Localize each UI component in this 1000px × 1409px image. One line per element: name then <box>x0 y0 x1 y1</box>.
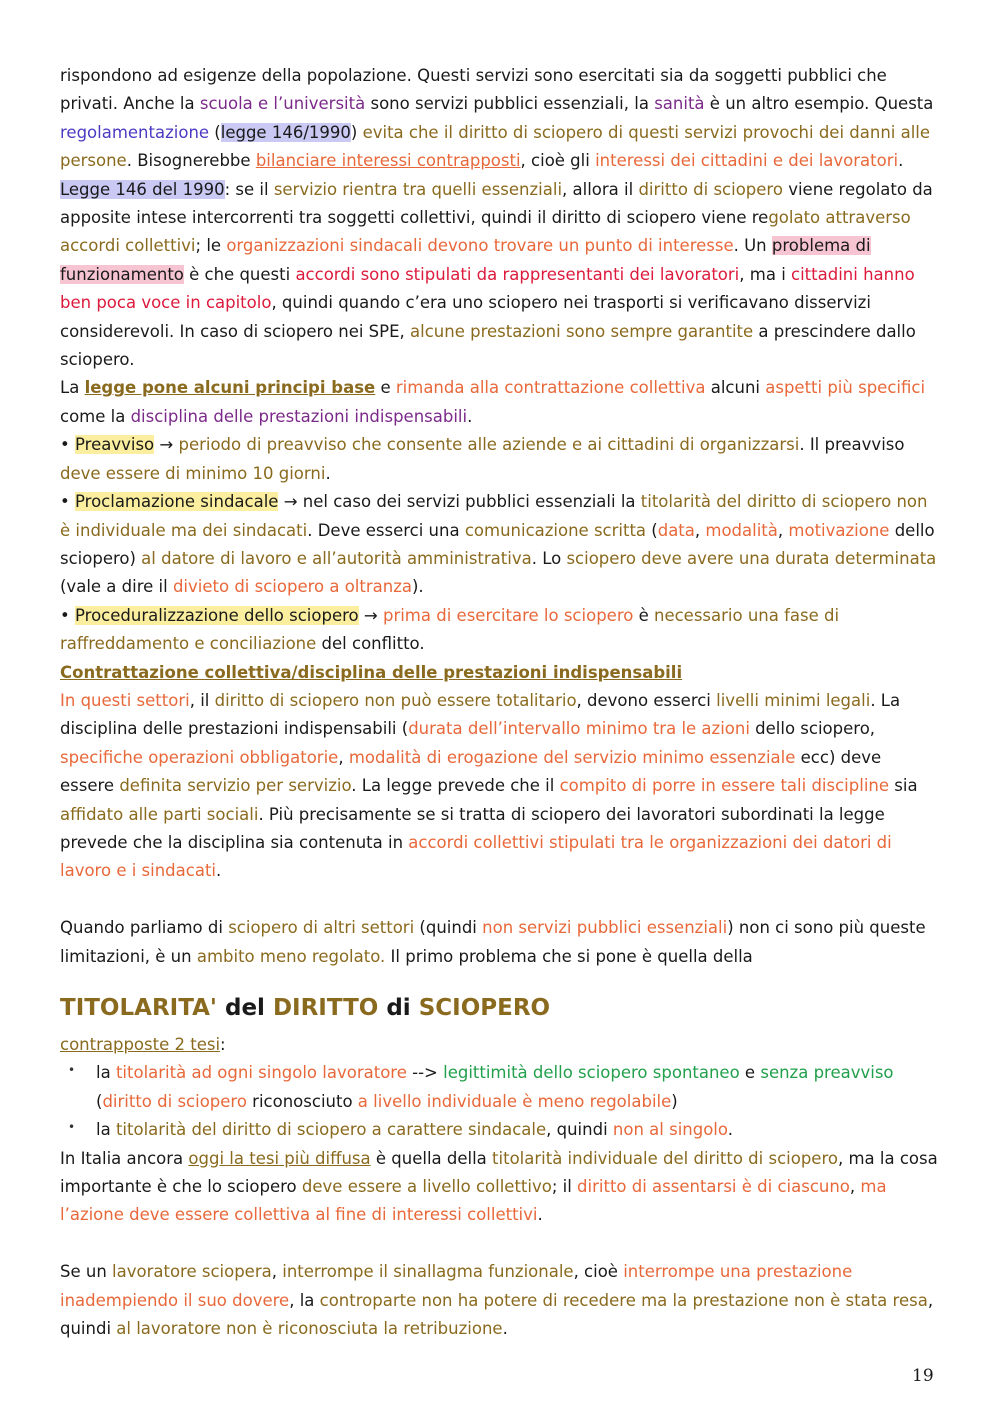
text: (quindi <box>414 918 483 938</box>
blank-line <box>60 886 940 914</box>
list-item <box>96 1116 940 1144</box>
text: ( <box>646 520 658 540</box>
text: periodo di preavviso che consente alle aziende e ai cittadini di organizzarsi <box>178 435 800 455</box>
bullet-proclamazione <box>60 488 940 602</box>
text: , quindi <box>60 1290 934 1339</box>
text: deve essere a livello collettivo <box>301 1177 552 1197</box>
underlined-text: oggi la tesi più diffusa <box>188 1148 371 1168</box>
text: Quando parliamo di <box>60 918 229 938</box>
text: diritto di sciopero <box>102 1091 247 1111</box>
text: è quella della <box>370 1148 493 1168</box>
text: definita servizio per servizio <box>119 776 352 796</box>
text: La <box>60 378 85 398</box>
text: , cioè gli <box>520 151 596 171</box>
text: a livello individuale è meno regolabile <box>357 1091 672 1111</box>
page-number: 19 <box>912 1366 934 1386</box>
paragraph-essential-services <box>60 62 940 176</box>
text: : <box>220 1034 226 1054</box>
text: In questi settori <box>60 690 190 710</box>
text: , cioè <box>573 1262 624 1282</box>
text: data <box>657 520 695 540</box>
text: al datore di lavoro e all’autorità amministrativa <box>141 548 532 568</box>
text: . Il preavviso <box>799 435 905 455</box>
text: , <box>694 520 706 540</box>
page-title <box>60 991 940 1025</box>
text: disciplina delle prestazioni indispensabili <box>130 406 468 426</box>
text: rispondono ad esigenze della popolazione. Questi servizi sono esercitati sia da soggetti pubblici che privati. Anche la <box>60 66 887 114</box>
text: necessario una fase di raffreddamento e conciliazione <box>60 605 840 654</box>
paragraph-law-principles <box>60 374 940 431</box>
text: sono servizi pubblici essenziali, la <box>365 94 655 114</box>
text: , la <box>289 1290 320 1310</box>
highlighted-text: Preavviso <box>74 435 155 455</box>
paragraph-two-theses <box>60 1031 940 1059</box>
text: . <box>467 406 473 426</box>
text: è <box>633 605 654 625</box>
text: viene regolato da apposite intese intercorrenti tra soggetti collettivi, quindi il diritto di sciopero viene re <box>60 179 933 228</box>
text: In Italia ancora <box>60 1148 189 1168</box>
text: del conflitto. <box>316 634 425 654</box>
arrow: → <box>154 435 179 455</box>
text: sanità <box>654 94 705 114</box>
text: , <box>338 747 349 767</box>
text: la <box>96 1120 116 1140</box>
text: , quindi <box>546 1120 613 1140</box>
text: non al singolo <box>612 1120 728 1140</box>
text: motivazione <box>788 520 890 540</box>
text: sciopero deve avere una durata determinata <box>566 548 937 568</box>
text: ) non ci sono più queste limitazioni, è un <box>60 918 926 966</box>
text: , <box>777 520 789 540</box>
underlined-text: contrapposte 2 tesi <box>60 1034 221 1054</box>
paragraph-law-146 <box>60 176 940 375</box>
text: interrompe il sinallagma funzionale <box>282 1262 574 1282</box>
bullet-proceduralizzazione <box>60 602 940 659</box>
text: interessi dei cittadini e dei lavoratori <box>595 151 899 171</box>
text: rimanda alla contrattazione collettiva <box>395 378 706 398</box>
text: . Deve esserci una <box>307 520 465 540</box>
text: , ma i <box>739 264 792 284</box>
blank-line <box>60 1230 940 1258</box>
text: deve essere di minimo 10 giorni <box>60 463 326 483</box>
text: come la <box>60 406 131 426</box>
text: , ma la cosa importante è che lo sciopero <box>60 1148 938 1197</box>
text: ) <box>350 122 363 142</box>
text: è un altro esempio. Questa <box>704 94 934 114</box>
text: dello sciopero, <box>749 719 876 739</box>
highlighted-text: legge 146/1990 <box>220 122 351 142</box>
paragraph-sinallagma <box>60 1258 940 1343</box>
section-heading: Contrattazione collettiva/disciplina delle prestazioni indispensabili <box>60 662 683 682</box>
text: ( <box>209 122 221 142</box>
bullet: • <box>60 435 75 455</box>
text: è che questi <box>183 264 296 284</box>
text: servizio rientra tra quelli essenziali <box>273 179 563 199</box>
text: e <box>375 378 396 398</box>
text: affidato alle parti sociali <box>60 804 259 824</box>
text: legittimità dello sciopero spontaneo <box>443 1063 740 1083</box>
text: , devono esserci <box>576 690 717 710</box>
text: Se un <box>60 1262 113 1282</box>
bullet: • <box>60 605 75 625</box>
title-word: DIRITTO <box>272 994 379 1021</box>
text: alcuni <box>705 378 766 398</box>
bold-underlined-text: legge pone alcuni principi base <box>84 378 376 398</box>
text: , il <box>189 690 215 710</box>
text: ; il <box>551 1177 578 1197</box>
text: titolarità individuale del diritto di sciopero <box>492 1148 838 1168</box>
text: a prescindere dallo sciopero. <box>60 321 916 370</box>
text: titolarità del diritto di sciopero non è individuale ma dei sindacati <box>60 492 928 540</box>
text: organizzazioni sindacali devono trovare un punto di interesse <box>226 236 734 256</box>
text: interrompe una prestazione inadempiendo il suo dovere <box>60 1262 853 1310</box>
paragraph-contrattazione <box>60 687 940 886</box>
text: . Un <box>733 236 772 256</box>
text: diritto di assentarsi è di ciascuno <box>577 1177 850 1197</box>
text: modalità di erogazione del servizio minimo essenziale <box>348 747 796 767</box>
text: compito di porre in essere tali discipline <box>559 776 890 796</box>
text: accordi collettivi stipulati tra le organizzazioni dei datori di lavoro e i sindacati <box>60 832 892 881</box>
list-item <box>96 1059 940 1116</box>
text: e <box>739 1063 761 1083</box>
text: . <box>537 1205 543 1225</box>
text: ecc) deve essere <box>60 747 882 796</box>
paragraph-other-sectors <box>60 914 940 971</box>
text: . La legge prevede che il <box>351 776 560 796</box>
text: . Bisognerebbe <box>126 151 256 171</box>
text: , <box>271 1262 283 1282</box>
text: non servizi pubblici essenziali <box>482 918 728 938</box>
text: --> <box>406 1063 444 1083</box>
text: evita che il diritto di sciopero di questi servizi provochi dei danni alle persone <box>60 122 931 171</box>
text: , quindi quando c’era uno sciopero nei trasporti si verificavano disservizi considerevoli. In caso di sciopero nei SPE, <box>60 293 871 341</box>
text: lavoratore sciopera <box>112 1262 272 1282</box>
text: al lavoratore non è riconosciuta la retribuzione <box>116 1319 503 1339</box>
text: ( <box>96 1091 103 1111</box>
text: ambito meno regolato. <box>196 946 386 966</box>
text: . <box>325 463 331 483</box>
underlined-text: bilanciare interessi contrapposti <box>255 151 521 171</box>
text: ma l’azione deve essere collettiva al fine di interessi collettivi <box>60 1177 887 1225</box>
highlighted-text: Proclamazione sindacale <box>74 492 279 512</box>
text: . <box>727 1120 733 1140</box>
text: riconosciuto <box>246 1091 358 1111</box>
text: , allora il <box>562 179 639 199</box>
text: sia <box>889 776 918 796</box>
text: aspetti più specifici <box>765 378 926 398</box>
highlighted-text: Proceduralizzazione dello sciopero <box>74 605 359 625</box>
text: , <box>849 1177 861 1197</box>
text: . La disciplina delle prestazioni indispensabili ( <box>60 690 901 739</box>
title-word: TITOLARITA' <box>60 994 217 1021</box>
text: ) <box>671 1091 678 1111</box>
text: scuola e l’università <box>199 94 366 114</box>
bullet-preavviso <box>60 431 940 488</box>
text: senza preavviso <box>760 1063 894 1083</box>
text: la <box>96 1063 116 1083</box>
text: prima di esercitare lo sciopero <box>382 605 634 625</box>
text: . <box>502 1319 508 1339</box>
text: titolarità del diritto di sciopero a carattere sindacale <box>115 1120 547 1140</box>
text: durata dell’intervallo minimo tra le azioni <box>408 719 750 739</box>
text: modalità <box>705 520 778 540</box>
page-content <box>60 62 940 1343</box>
text: . <box>898 151 904 171</box>
text: . Più precisamente se si tratta di sciopero dei lavoratori subordinati la legge prevede che la disciplina sia contenuta in <box>60 804 885 852</box>
text: titolarità ad ogni singolo lavoratore <box>115 1063 407 1083</box>
bullet: • <box>60 492 75 512</box>
theses-list <box>60 1059 940 1144</box>
highlighted-text: Legge 146 del 1990 <box>60 179 225 199</box>
text: (vale a dire il <box>60 577 173 597</box>
text: livelli minimi legali <box>716 690 871 710</box>
text: specifiche operazioni obbligatorie <box>60 747 339 767</box>
text: golato attraverso accordi collettivi <box>60 208 911 256</box>
text: diritto di sciopero <box>638 179 783 199</box>
highlighted-text: problema di funzionamento <box>60 236 871 284</box>
text: comunicazione scritta <box>464 520 647 540</box>
arrow: → <box>358 605 383 625</box>
text: . <box>216 861 222 881</box>
text: ). <box>412 577 424 597</box>
text: Il primo problema che si pone è quella della <box>385 946 753 966</box>
text: . Lo <box>531 548 567 568</box>
title-word: SCIOPERO <box>418 994 551 1021</box>
text: dello sciopero) <box>60 520 935 568</box>
text: sciopero di altri settori <box>228 918 415 938</box>
text: controparte non ha potere di recedere ma la prestazione non è stata resa <box>319 1290 928 1310</box>
title-word: di <box>378 994 419 1021</box>
text: regolamentazione <box>60 122 210 142</box>
text: ; le <box>195 236 227 256</box>
text: → nel caso dei servizi pubblici essenziali la <box>278 492 641 512</box>
text: cittadini hanno ben poca voce in capitolo <box>60 264 915 313</box>
text: alcune prestazioni sono sempre garantite <box>410 321 754 341</box>
paragraph-italy-thesis <box>60 1145 940 1230</box>
text: accordi sono stipulati da rappresentanti dei lavoratori <box>295 264 740 284</box>
text: : se il <box>224 179 274 199</box>
title-word: del <box>216 994 273 1021</box>
text: diritto di sciopero non può essere totalitario <box>214 690 577 710</box>
text: divieto di sciopero a oltranza <box>172 577 412 597</box>
